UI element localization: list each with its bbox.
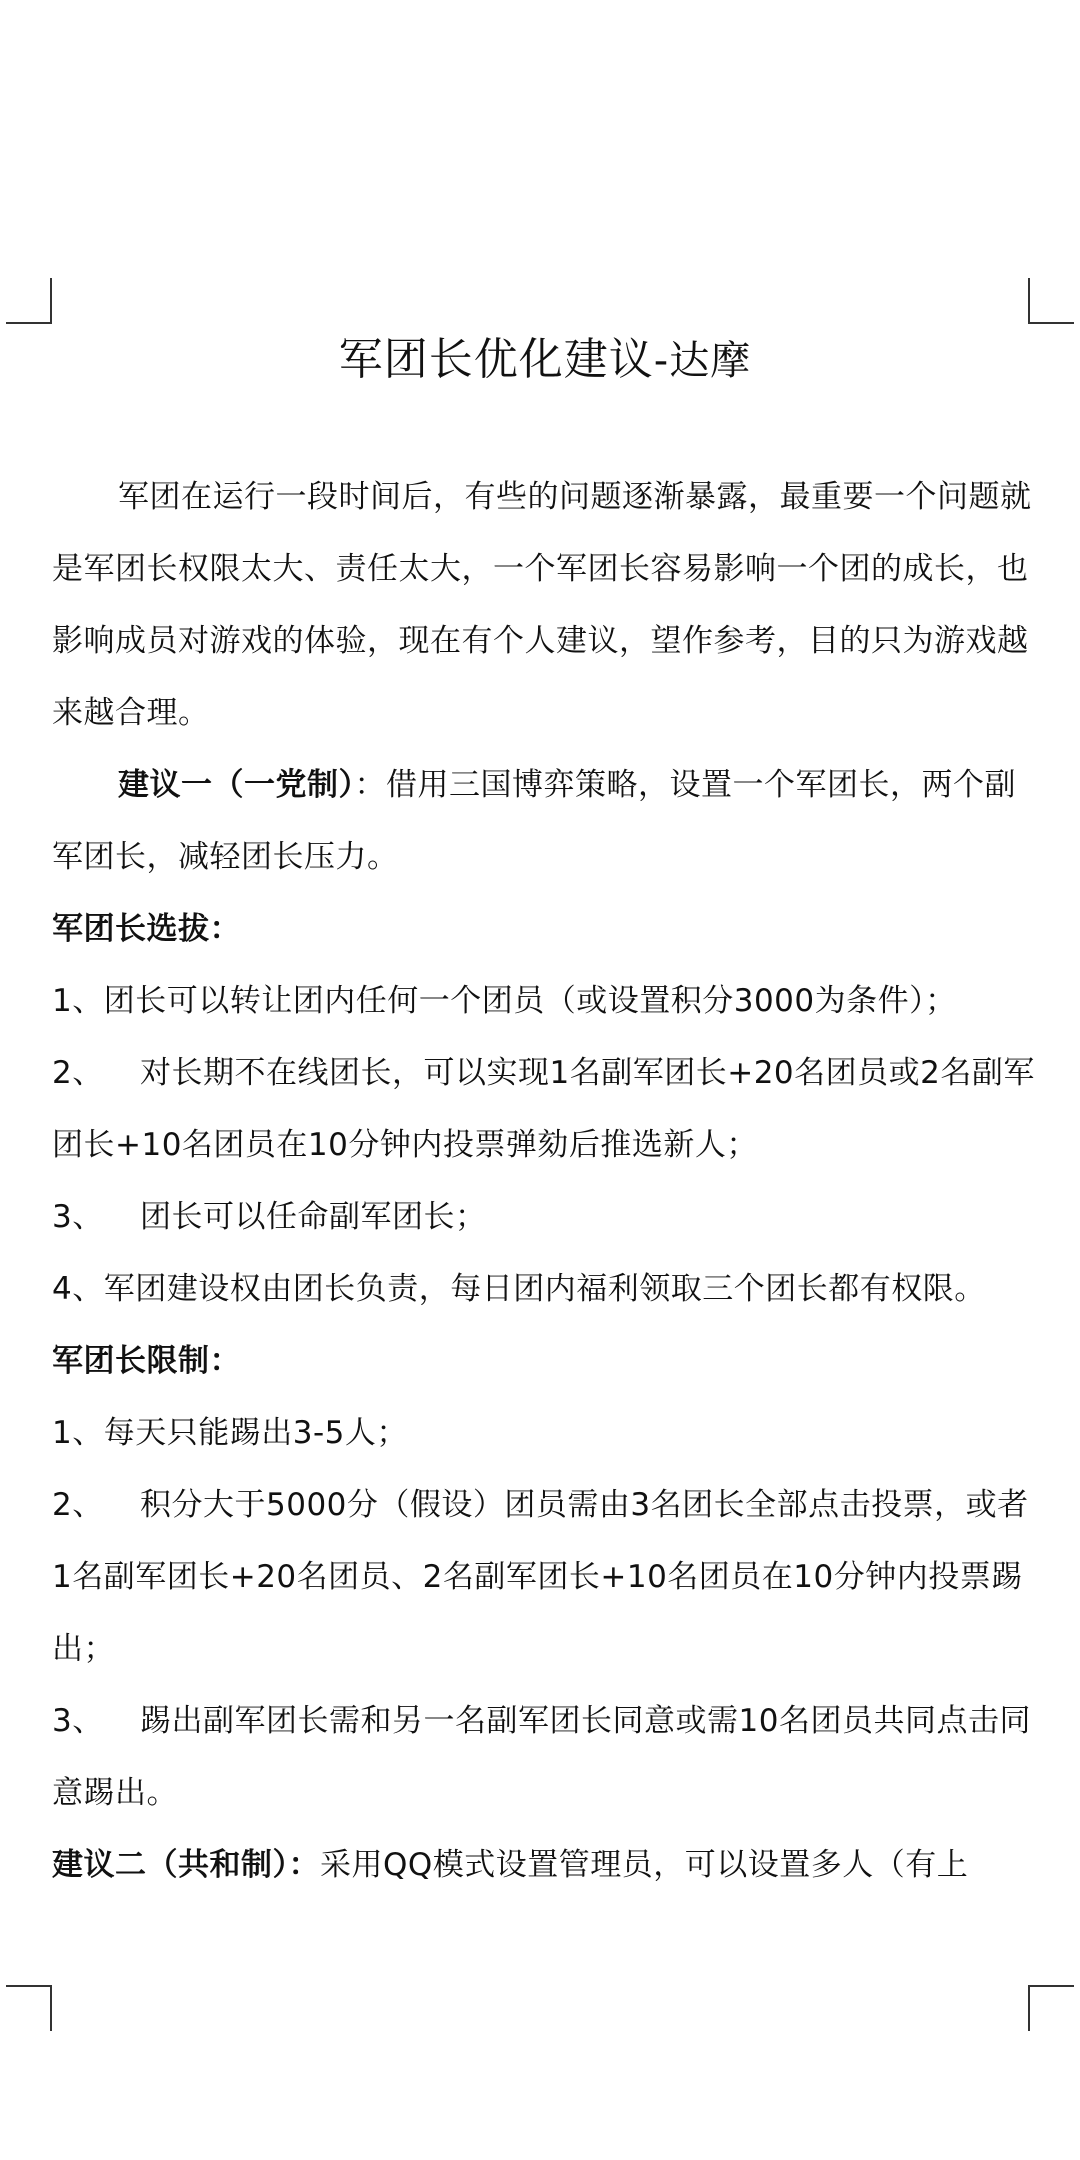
list-item-number: 1、 <box>52 1415 104 1451</box>
proposal-two-label: 建议二（共和制）： <box>52 1847 320 1883</box>
title-author: -达摩 <box>653 338 752 384</box>
list-item-number: 1、 <box>52 983 104 1019</box>
list-item <box>52 1469 1038 1685</box>
proposal-one-paragraph <box>52 749 1038 893</box>
list-item-number: 2、 <box>52 1055 104 1091</box>
proposal-one-text: ：借用三国博弈策略，设置一个军团长，两个副军团长，减轻团长压力。 <box>52 767 1016 875</box>
document-title <box>52 320 1038 401</box>
list-item <box>52 1397 1038 1469</box>
intro-paragraph: 军团在运行一段时间后，有些的问题逐渐暴露，最重要一个问题就是军团长权限太大、责任太大，一个军团长容易影响一个团的成长，也影响成员对游戏的体验，现在有个人建议，望作参考，目的只为游戏越来越合理。 <box>52 479 1032 731</box>
list-item-text: 每天只能踢出3-5人； <box>103 1415 408 1451</box>
list-item-number: 3、 <box>52 1199 104 1235</box>
list-item-text: 团长可以任命副军团长； <box>140 1199 487 1235</box>
list-item <box>52 1685 1038 1829</box>
section-heading-selection: 军团长选拔： <box>52 911 241 947</box>
proposal-two-paragraph <box>52 1829 1038 1901</box>
proposal-one-label: 建议一（一党制） <box>118 767 355 803</box>
list-item <box>52 1037 1038 1181</box>
page-corner-mark-bottom-left <box>6 1985 52 2031</box>
list-item-text: 积分大于5000分（假设）团员需由3名团长全部点击投票，或者1名副军团长+20名团员、2名副军团长+10名团员在10分钟内投票踢出； <box>52 1487 1029 1667</box>
document-body <box>52 320 1038 1901</box>
section-heading-restriction: 军团长限制： <box>52 1343 241 1379</box>
list-item-number: 3、 <box>52 1703 104 1739</box>
list-item-number: 2、 <box>52 1487 104 1523</box>
page-corner-mark-bottom-right <box>1028 1985 1074 2031</box>
list-item-text: 军团建设权由团长负责，每日团内福利领取三个团长都有权限。 <box>103 1271 986 1307</box>
list-item-text: 踢出副军团长需和另一名副军团长同意或需10名团员共同点击同意踢出。 <box>52 1703 1031 1811</box>
list-item-number: 4、 <box>52 1271 104 1307</box>
list-item <box>52 1253 1038 1325</box>
list-item <box>52 1181 1038 1253</box>
title-main: 军团长优化建议 <box>338 334 654 385</box>
proposal-two-text: 采用QQ模式设置管理员，可以设置多人（有上 <box>320 1847 969 1883</box>
list-item-text: 对长期不在线团长，可以实现1名副军团长+20名团员或2名副军团长+10名团员在10分钟内投票弹劾后推选新人； <box>52 1055 1035 1163</box>
page-corner-mark-top-right <box>1028 278 1074 324</box>
list-item <box>52 965 1038 1037</box>
page-corner-mark-top-left <box>6 278 52 324</box>
list-item-text: 团长可以转让团内任何一个团员（或设置积分3000为条件）； <box>103 983 957 1019</box>
